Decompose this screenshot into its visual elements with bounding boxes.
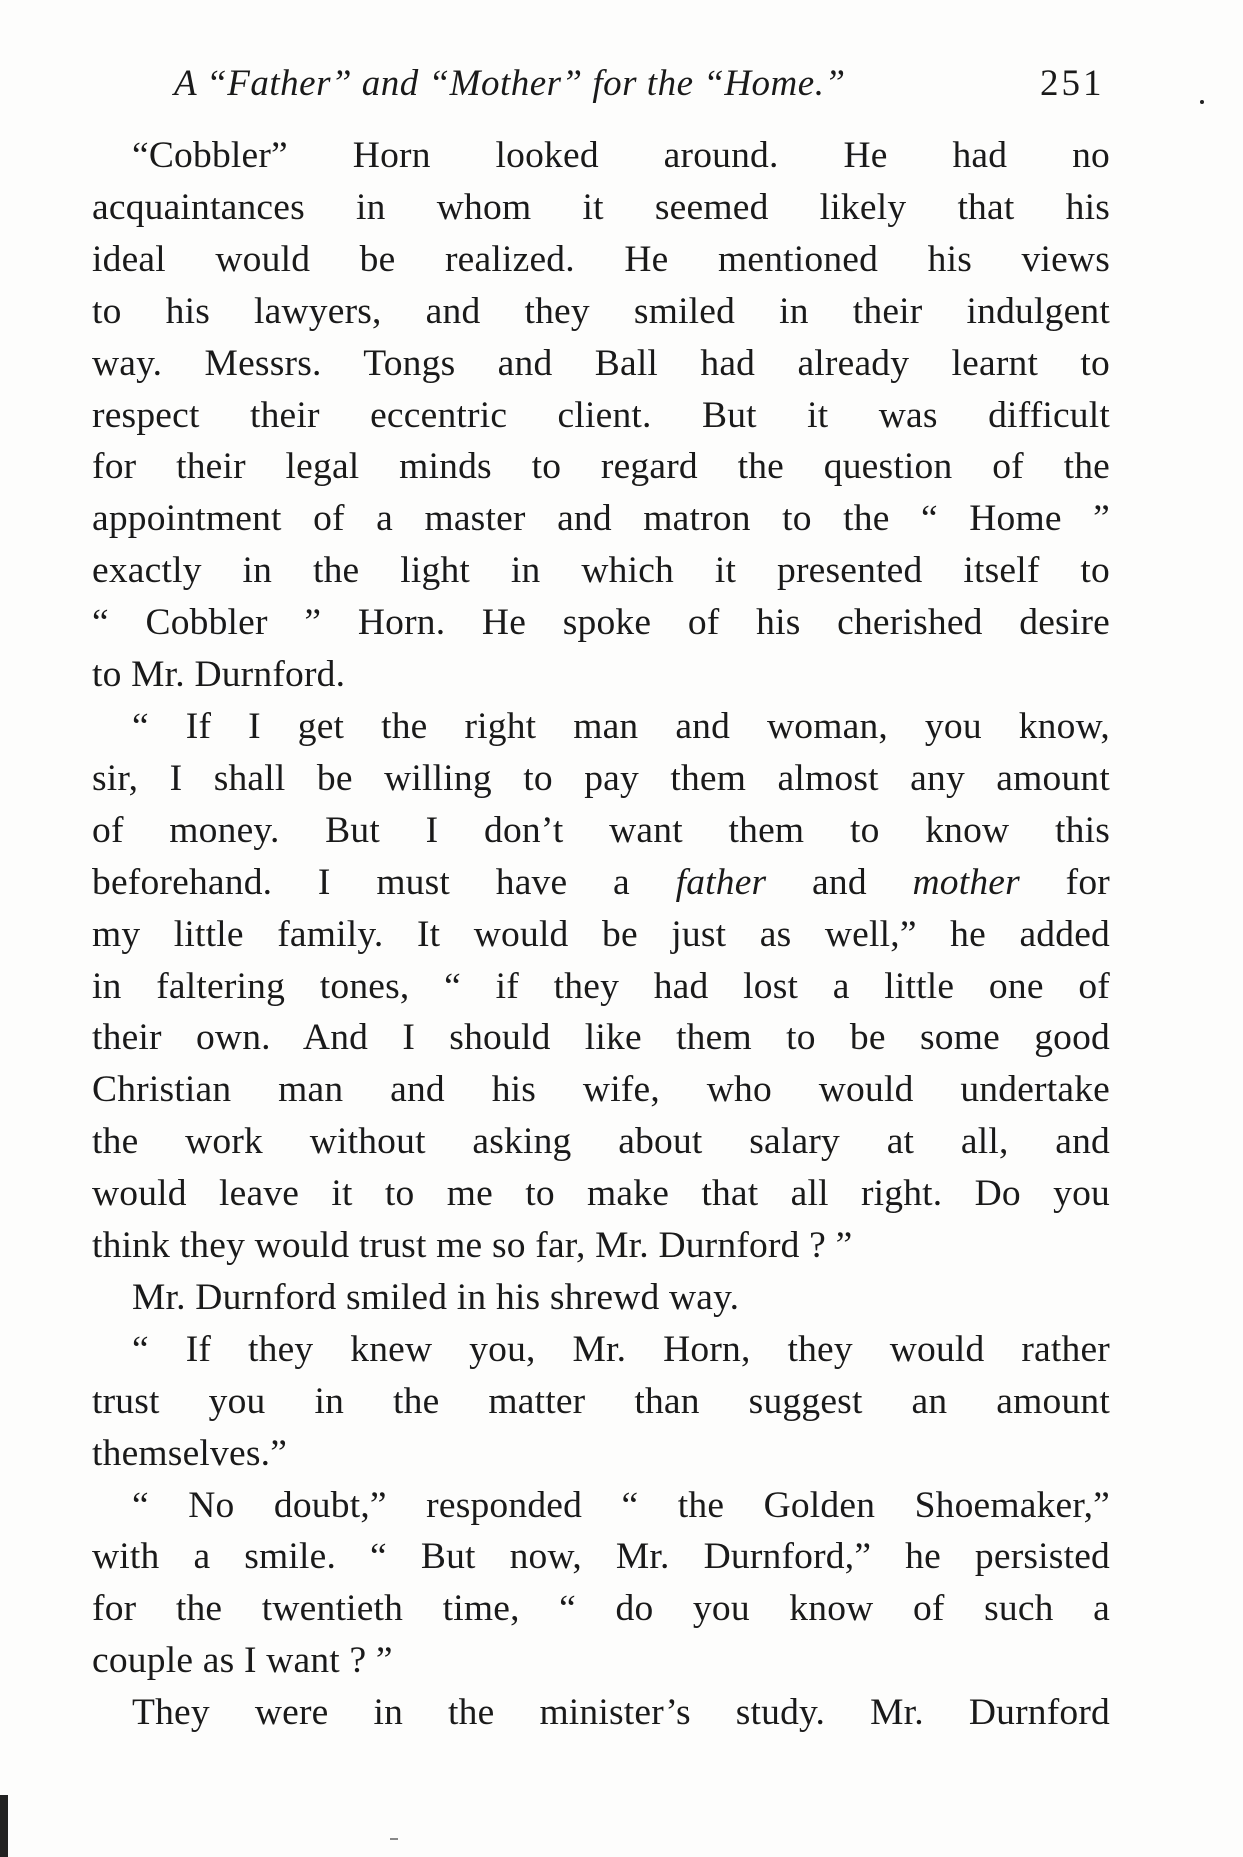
text-line: “ No doubt,” responded “ the Golden Shoemaker,” [132, 1484, 1110, 1526]
text-line: Mr. Durnford smiled in his shrewd way. [132, 1276, 740, 1318]
text-line: ideal would be realized. He mentioned his views [92, 238, 1110, 280]
paragraph-6 [92, 1687, 1110, 1739]
text-line-with-italics [92, 857, 1110, 909]
text-line: way. Messrs. Tongs and Ball had already learnt to [92, 342, 1110, 384]
text-line: “ Cobbler ” Horn. He spoke of his cherished desire [92, 602, 1110, 644]
page-number: 251 [1040, 63, 1105, 104]
text-line: “ If I get the right man and woman, you know, [132, 705, 1110, 747]
text-line: “Cobbler” Horn looked around. He had no [132, 135, 1110, 176]
text-line: trust you in the matter than suggest an amount [92, 1380, 1110, 1422]
text-line: exactly in the light in which it presented itself to [92, 550, 1110, 592]
text-line: for their legal minds to regard the question of the [92, 446, 1110, 488]
text-line: respect their eccentric client. But it was difficult [92, 394, 1110, 436]
paragraph-3 [92, 1272, 1110, 1324]
text-line: acquaintances in whom it seemed likely that his [92, 186, 1110, 228]
text-line: to his lawyers, and they smiled in their indulgent [92, 290, 1110, 332]
text-line: Christian man and his wife, who would undertake [92, 1069, 1110, 1111]
body-text [92, 130, 1110, 1739]
running-title: A “Father” and “Mother” for the “Home.” [174, 63, 846, 104]
text-line: appointment of a master and matron to the “ Home ” [92, 498, 1110, 540]
text-line: the work without asking about salary at all, and [92, 1121, 1110, 1163]
text-line: would leave it to me to make that all right. Do you [92, 1173, 1110, 1215]
text-line: sir, I shall be willing to pay them almost any amount [92, 757, 1110, 799]
text-line: their own. And I should like them to be some good [92, 1017, 1110, 1059]
scan-speck [1200, 100, 1204, 104]
text-line: couple as I want ? ” [92, 1640, 393, 1682]
paragraph-1 [92, 130, 1110, 701]
text-line: my little family. It would be just as well,” he added [92, 913, 1110, 955]
paragraph-5 [92, 1480, 1110, 1688]
scan-speck [390, 1838, 398, 1840]
text-line: with a smile. “ But now, Mr. Durnford,” he persisted [92, 1536, 1110, 1578]
text-line: They were in the minister’s study. Mr. Durnford [132, 1692, 1110, 1734]
paragraph-2 [92, 701, 1110, 1272]
text-line: themselves.” [92, 1432, 288, 1474]
paragraph-4 [92, 1324, 1110, 1480]
text-line: of money. But I don’t want them to know this [92, 809, 1110, 851]
text-line: to Mr. Durnford. [92, 654, 346, 696]
text-line: “ If they knew you, Mr. Horn, they would rather [132, 1328, 1110, 1370]
italic-word-mother: mother [912, 861, 1020, 903]
text-segment: for [1019, 861, 1110, 903]
text-segment: beforehand. I must have a [92, 861, 676, 903]
text-line: for the twentieth time, “ do you know of such a [92, 1588, 1110, 1630]
running-head [160, 62, 1120, 112]
text-line: in faltering tones, “ if they had lost a little one of [92, 965, 1110, 1007]
italic-word-father: father [675, 861, 767, 903]
text-segment: and [766, 861, 913, 903]
text-line: think they would trust me so far, Mr. Durnford ? ” [92, 1225, 853, 1267]
scan-edge-mark [0, 1795, 8, 1857]
